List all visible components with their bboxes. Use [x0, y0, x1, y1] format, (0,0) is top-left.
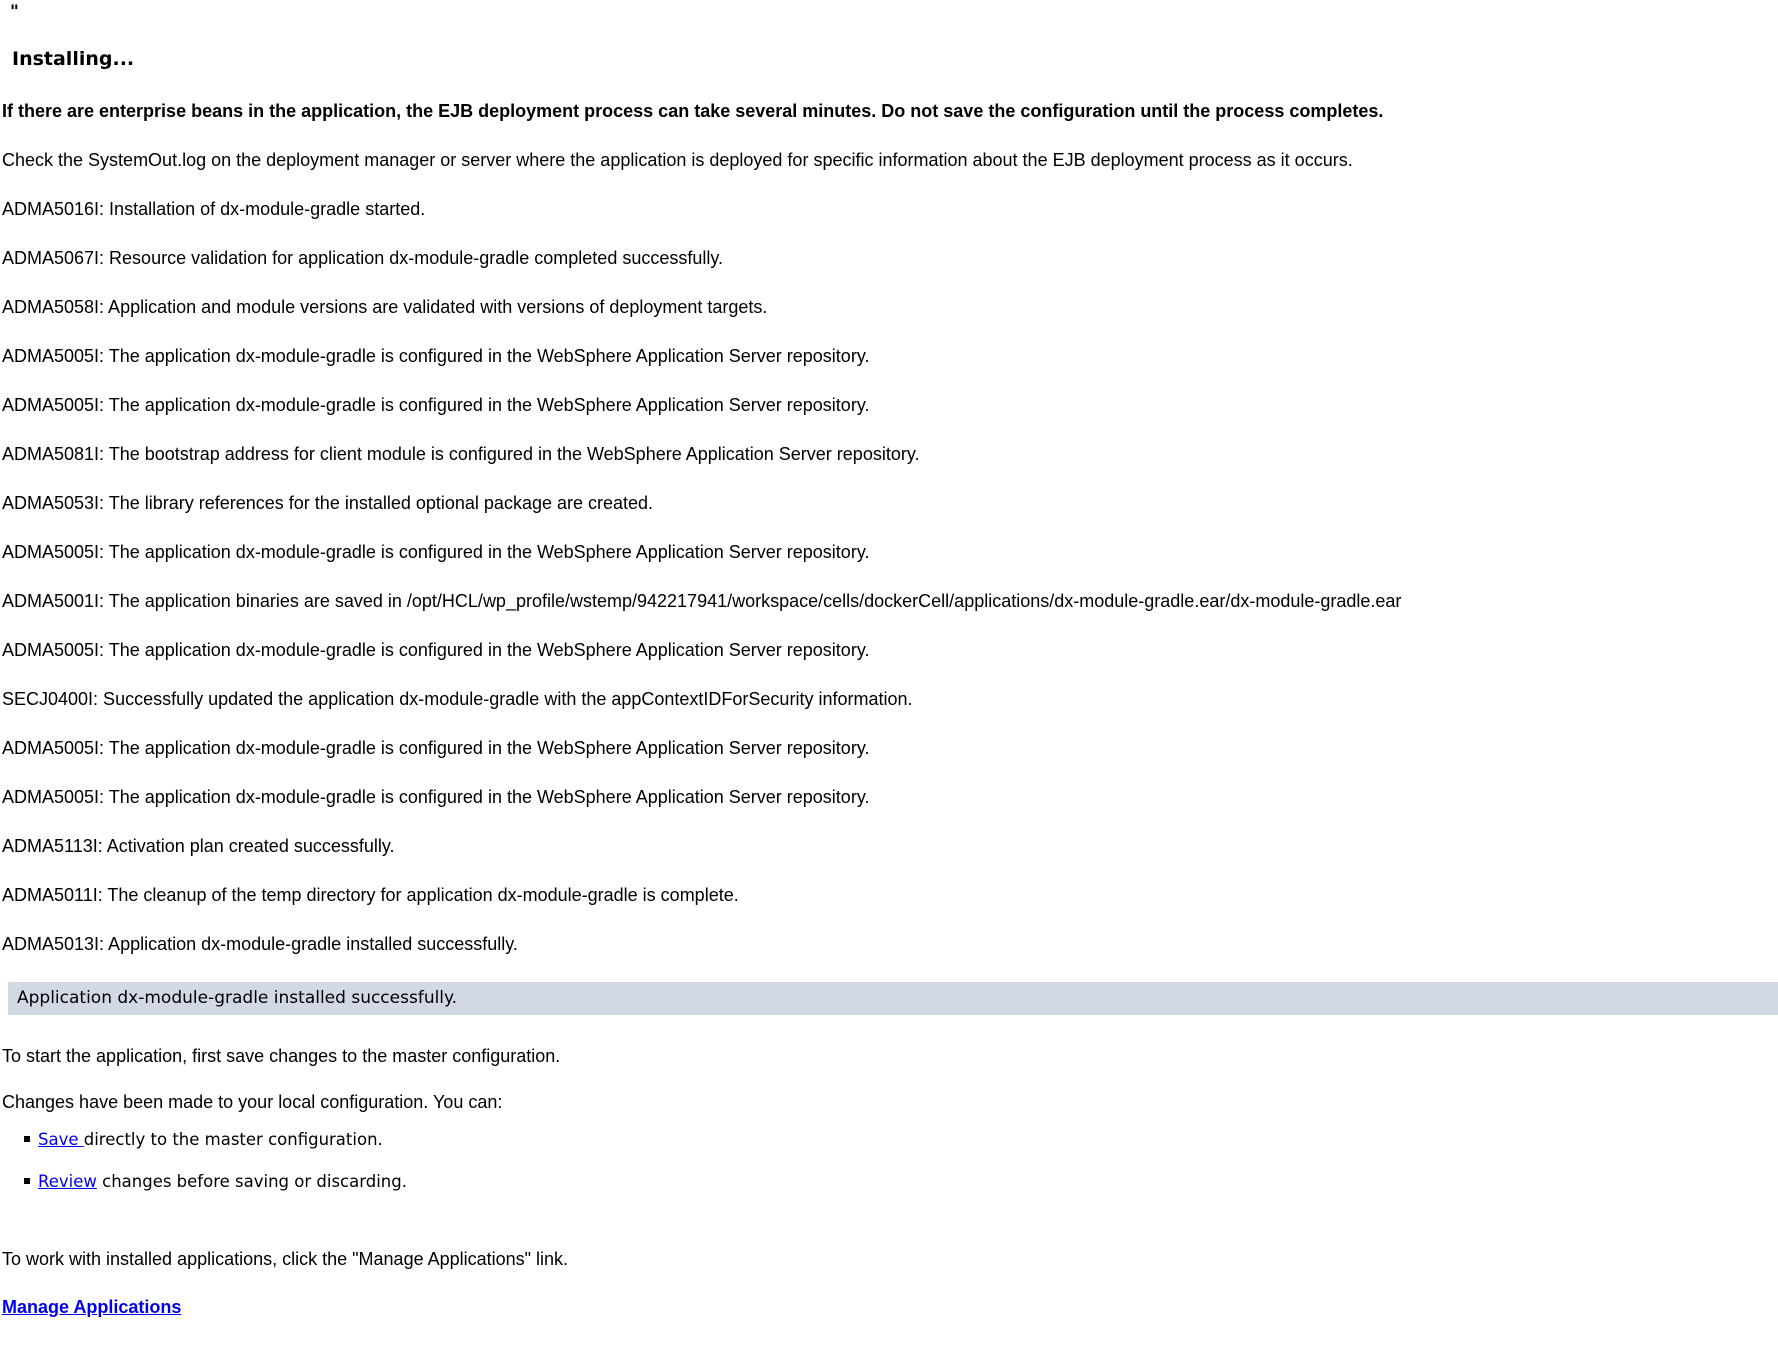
log-message: ADMA5005I: The application dx-module-gradle is configured in the WebSphere Application Server repository. — [2, 542, 870, 562]
list-item — [24, 1171, 1778, 1193]
log-message: ADMA5067I: Resource validation for application dx-module-gradle completed successfully. — [2, 248, 724, 268]
save-link[interactable]: Save — [38, 1130, 84, 1149]
log-message: ADMA5053I: The library references for the installed optional package are created. — [2, 493, 654, 513]
log-message: ADMA5005I: The application dx-module-gradle is configured in the WebSphere Application Server repository. — [2, 738, 870, 758]
log-message: ADMA5011I: The cleanup of the temp directory for application dx-module-gradle is complete. — [2, 885, 739, 905]
log-message: ADMA5113I: Activation plan created successfully. — [2, 836, 395, 856]
log-message: SECJ0400I: Successfully updated the application dx-module-gradle with the appContextIDForSecurity information. — [2, 689, 913, 709]
systemout-note: Check the SystemOut.log on the deployment manager or server where the application is deployed for specific information about the EJB deployment process as it occurs. — [2, 150, 1353, 170]
log-message: ADMA5081I: The bootstrap address for client module is configured in the WebSphere Application Server repository. — [2, 444, 920, 464]
ejb-warning-text: If there are enterprise beans in the application, the EJB deployment process can take several minutes. Do not save the configuration until the process completes. — [2, 101, 1384, 121]
bullet-square-icon — [24, 1136, 30, 1142]
manage-note: To work with installed applications, click the "Manage Applications" link. — [2, 1249, 569, 1269]
list-item — [24, 1129, 1778, 1151]
log-message: ADMA5005I: The application dx-module-gradle is configured in the WebSphere Application Server repository. — [2, 395, 870, 415]
log-message: ADMA5005I: The application dx-module-gradle is configured in the WebSphere Application Server repository. — [2, 346, 870, 366]
actions-list — [2, 1129, 1778, 1193]
log-message: ADMA5001I: The application binaries are saved in /opt/HCL/wp_profile/wstemp/942217941/workspace/cells/dockerCell/applications/dx-module-gradle.ear/dx-module-gradle.ear — [2, 591, 1402, 611]
installing-heading: Installing... — [12, 48, 135, 70]
log-message: ADMA5016I: Installation of dx-module-gradle started. — [2, 199, 426, 219]
changes-note: Changes have been made to your local configuration. You can: — [2, 1092, 503, 1112]
start-note: To start the application, first save changes to the master configuration. — [2, 1046, 561, 1066]
manage-applications-link[interactable]: Manage Applications — [2, 1297, 182, 1317]
log-message: ADMA5005I: The application dx-module-gradle is configured in the WebSphere Application Server repository. — [2, 787, 870, 807]
bullet-square-icon — [24, 1178, 30, 1184]
log-message: ADMA5013I: Application dx-module-gradle installed successfully. — [2, 934, 518, 954]
action-text: changes before saving or discarding. — [96, 1172, 407, 1191]
log-message: ADMA5005I: The application dx-module-gradle is configured in the WebSphere Application Server repository. — [2, 640, 870, 660]
status-banner: Application dx-module-gradle installed successfully. — [8, 982, 1778, 1015]
review-link[interactable]: Review — [38, 1172, 97, 1191]
log-message: ADMA5058I: Application and module versions are validated with versions of deployment targets. — [2, 297, 768, 317]
action-text: directly to the master configuration. — [83, 1130, 383, 1149]
quote-mark: " — [10, 2, 19, 22]
